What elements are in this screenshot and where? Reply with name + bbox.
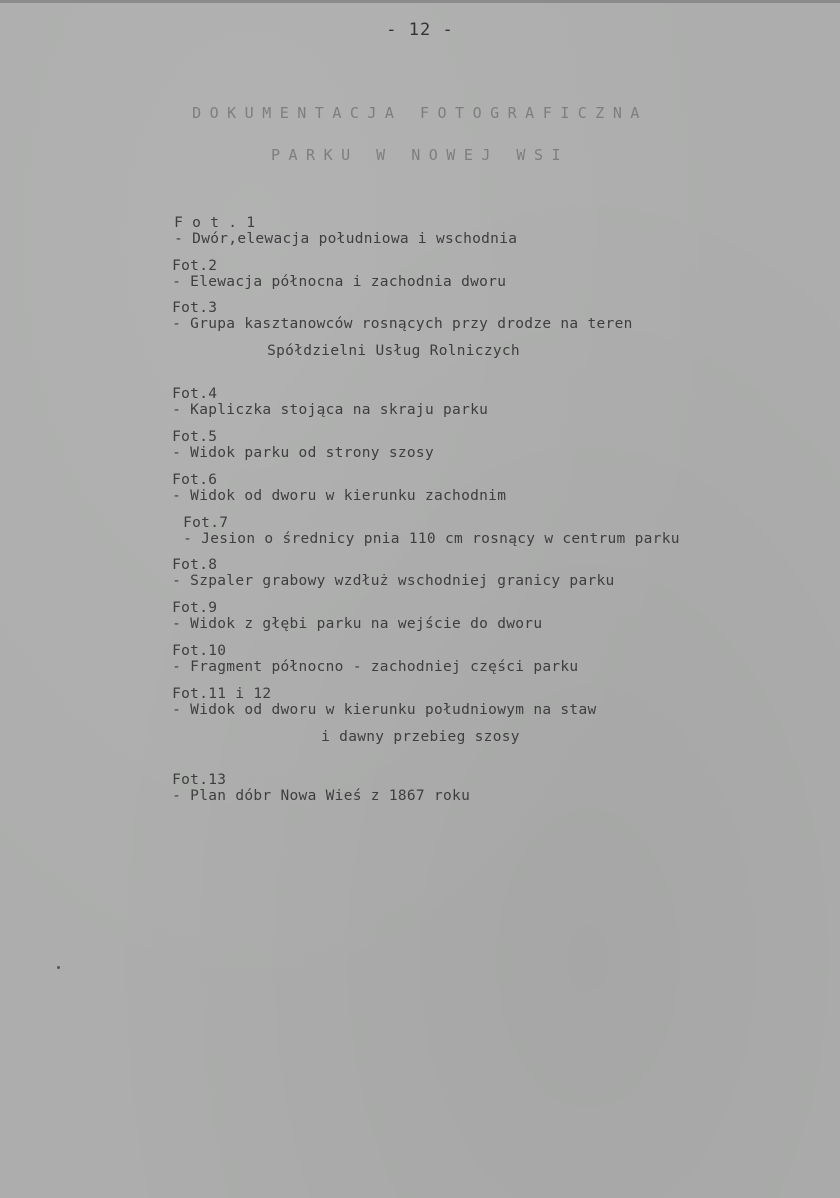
document-title: DOKUMENTACJA FOTOGRAFICZNA xyxy=(192,104,648,122)
photo-label: Fot.3 xyxy=(172,300,218,316)
photo-description: - Kapliczka stojąca na skraju parku xyxy=(172,402,489,418)
photo-description: - Elewacja północna i zachodnia dworu xyxy=(172,274,507,290)
document-subtitle: PARKU W NOWEJ WSI xyxy=(270,146,570,164)
photo-description: - Widok od dworu w kierunku południowym na staw xyxy=(172,702,597,718)
photo-description: - Jesion o średnicy pnia 110 cm rosnący w centrum parku xyxy=(183,531,680,547)
photo-description: i dawny przebieg szosy xyxy=(321,729,520,745)
photo-description: - Widok parku od strony szosy xyxy=(172,445,434,461)
photo-label: Fot.6 xyxy=(172,472,218,488)
scan-speck xyxy=(57,966,60,969)
photo-entry-13 xyxy=(136,756,470,820)
photo-label: Fot.4 xyxy=(172,386,218,402)
photo-label: Fot.5 xyxy=(172,429,218,445)
photo-label: Fot.2 xyxy=(172,258,218,274)
page-number: - 12 - xyxy=(386,20,454,40)
photo-description: - Widok od dworu w kierunku zachodnim xyxy=(172,488,507,504)
photo-label: Fot.7 xyxy=(183,515,229,531)
photo-description: - Widok z głębi parku na wejście do dworu xyxy=(172,616,543,632)
photo-description: - Szpaler grabowy wzdłuż wschodniej granicy parku xyxy=(172,573,615,589)
scan-edge xyxy=(0,0,840,3)
photo-label: F o t . 1 xyxy=(174,215,256,231)
photo-label: Fot.9 xyxy=(172,600,218,616)
photo-label: Fot.10 xyxy=(172,643,227,659)
photo-label: Fot.11 i 12 xyxy=(172,686,272,702)
photo-label: Fot.8 xyxy=(172,557,218,573)
photo-description: - Plan dóbr Nowa Wieś z 1867 roku xyxy=(172,788,471,804)
photo-description: - Dwór,elewacja południowa i wschodnia xyxy=(174,231,518,247)
photo-description: - Grupa kasztanowców rosnących przy drodze na teren xyxy=(172,316,633,332)
photo-description: Spółdzielni Usług Rolniczych xyxy=(267,343,520,359)
photo-entry-3-continued xyxy=(231,327,520,375)
photo-entry-11-12-continued xyxy=(285,713,520,761)
photo-description: - Fragment północno - zachodniej części parku xyxy=(172,659,579,675)
photo-label: Fot.13 xyxy=(172,772,227,788)
